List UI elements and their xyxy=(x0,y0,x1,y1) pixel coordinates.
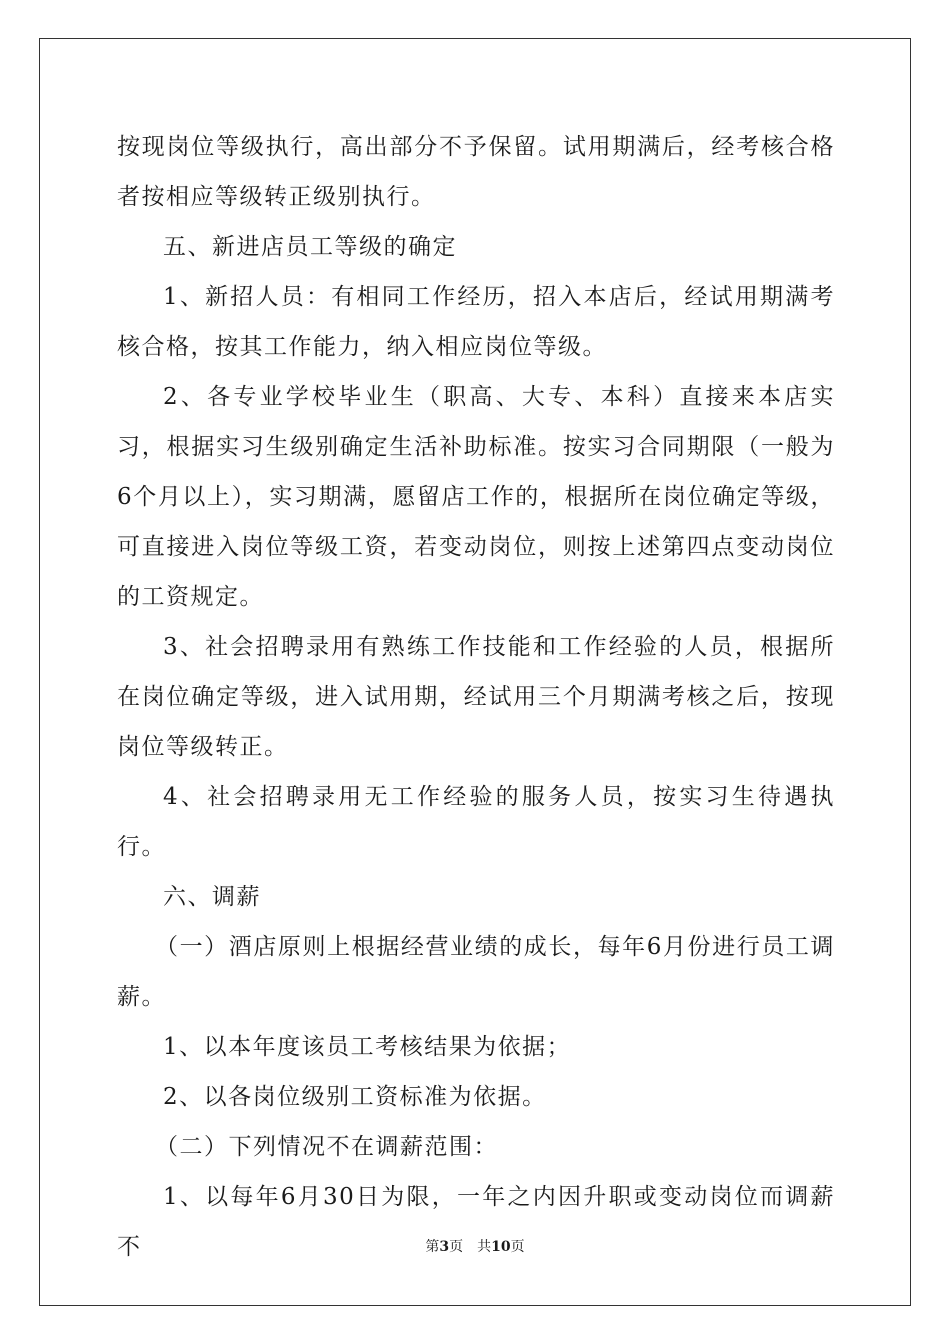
page-prefix: 第 xyxy=(425,1239,440,1255)
total-pages: 10 xyxy=(491,1239,511,1255)
section-heading-6: 六、调薪 xyxy=(163,884,261,910)
subsection-1: （一）酒店原则上根据经营业绩的成长，每年6月份进行员工调薪。 xyxy=(117,934,835,1010)
paragraph-1: 按现岗位等级执行，高出部分不予保留。试用期满后，经考核合格者按相应等级转正级别执行。 xyxy=(117,134,835,210)
section-heading-5: 五、新进店员工等级的确定 xyxy=(163,234,457,260)
total-prefix: 共 xyxy=(477,1239,492,1255)
paragraph-item-2: 2、各专业学校毕业生（职高、大专、本科）直接来本店实习，根据实习生级别确定生活补助标准。按实习合同期限（一般为6个月以上），实习期满，愿留店工作的，根据所在岗位确定等级，可直接进入岗位等级工资，若变动岗位，则按上述第四点变动岗位的工资规定。 xyxy=(117,384,835,610)
page-number: 3 xyxy=(439,1239,450,1255)
subsection-2-item-1: 1、以每年6月30日为限，一年之内因升职或变动岗位而调薪不 xyxy=(117,1184,835,1260)
total-suffix: 页 xyxy=(510,1239,525,1255)
paragraph-item-1: 1、新招人员：有相同工作经历，招入本店后，经试用期满考核合格，按其工作能力，纳入相应岗位等级。 xyxy=(117,284,835,360)
paragraph-item-4: 4、社会招聘录用无工作经验的服务人员，按实习生待遇执行。 xyxy=(117,784,835,860)
paragraph-item-3: 3、社会招聘录用有熟练工作技能和工作经验的人员，根据所在岗位确定等级，进入试用期，经试用三个月期满考核之后，按现岗位等级转正。 xyxy=(117,634,835,760)
subsection-1-item-1: 1、以本年度该员工考核结果为依据； xyxy=(163,1034,572,1060)
page-suffix: 页 xyxy=(449,1239,464,1255)
document-body xyxy=(117,122,835,1272)
subsection-1-item-2: 2、以各岗位级别工资标准为依据。 xyxy=(163,1084,547,1110)
subsection-2: （二）下列情况不在调薪范围： xyxy=(155,1134,498,1160)
page-footer xyxy=(0,1236,950,1256)
